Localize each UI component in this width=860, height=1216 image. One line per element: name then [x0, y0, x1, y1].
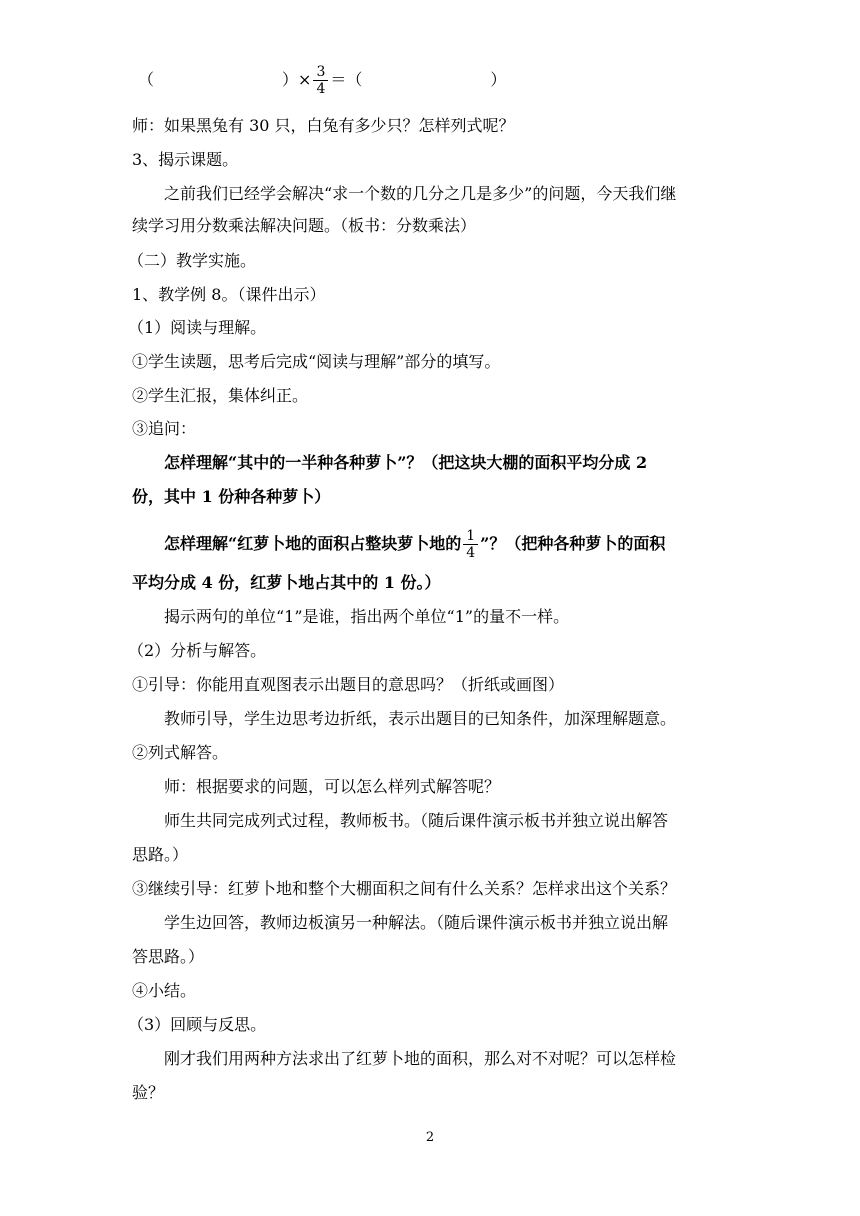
text-line: ③追问： [132, 419, 197, 438]
bold-text-line-with-fraction: 怎样理解“红萝卜地的面积占整块萝卜地的 $\frac{1}{4}$ ”？（把种各种萝卜的面积 [164, 528, 666, 561]
text-line: 教师引导，学生边思考边折纸，表示出题目的已知条件，加深理解题意。 [164, 709, 677, 728]
text-line: 刚才我们用两种方法求出了红萝卜地的面积，那么对不对呢？可以怎样检 [164, 1049, 677, 1068]
text-line: 验？ [132, 1083, 165, 1102]
text-line: ③继续引导：红萝卜地和整个大棚面积之间有什么关系？怎样求出这个关系？ [132, 879, 677, 898]
text-line: ④小结。 [132, 981, 197, 1000]
text-line: 续学习用分数乘法解决问题。（板书：分数乘法） [132, 216, 477, 235]
text-line: 师生共同完成列式过程，教师板书。（随后课件演示板书并独立说出解答 [164, 811, 669, 830]
bold-text-line: 平均分成 4 份，红萝卜地占其中的 1 份。） [132, 573, 441, 592]
formula-line [138, 64, 506, 97]
text-line: 之前我们已经学会解决“求一个数的几分之几是多少”的问题，今天我们继 [164, 184, 677, 203]
text-line: （2）分析与解答。 [128, 641, 267, 660]
text-line: 揭示两句的单位“1”是谁，指出两个单位“1”的量不一样。 [164, 607, 570, 626]
bold-text-line: 份，其中 1 份种各种萝卜） [132, 487, 331, 506]
text-line: 思路。） [132, 845, 189, 864]
text-line: 3、揭示课题。 [132, 150, 239, 169]
text-line: 答思路。） [132, 947, 205, 966]
text-line: （3）回顾与反思。 [128, 1015, 267, 1034]
fraction-three-quarters: $\frac{3}{4}$ [313, 64, 328, 97]
text-line: ①学生读题，思考后完成“阅读与理解”部分的填写。 [132, 352, 501, 371]
section-heading: （二）教学实施。 [128, 251, 257, 270]
text-line: 师：如果黑兔有 30 只，白兔有多少只？怎样列式呢？ [132, 116, 515, 135]
page-number: 2 [425, 1130, 435, 1145]
fraction-one-quarter: $\frac{1}{4}$ [463, 528, 478, 561]
bold-text-line: 怎样理解“其中的一半种各种萝卜”？（把这块大棚的面积平均分成 2 [164, 453, 648, 472]
paren-right: ） [490, 70, 507, 89]
text-line: ②列式解答。 [132, 743, 229, 762]
text-line: 学生边回答，教师边板演另一种解法。（随后课件演示板书并独立说出解 [164, 913, 669, 932]
text-line: 师：根据要求的问题，可以怎么样列式解答呢？ [164, 777, 501, 796]
text-line: （1）阅读与理解。 [128, 318, 267, 337]
text-line: 1、教学例 8。（课件出示） [132, 285, 326, 304]
equals-sign: ＝（ [330, 70, 363, 89]
text-line: ①引导：你能用直观图表示出题目的意思吗？（折纸或画图） [132, 675, 565, 694]
paren-left: （ [138, 70, 155, 89]
times-sign: ）× [282, 70, 312, 89]
text-line: ②学生汇报，集体纠正。 [132, 386, 309, 405]
